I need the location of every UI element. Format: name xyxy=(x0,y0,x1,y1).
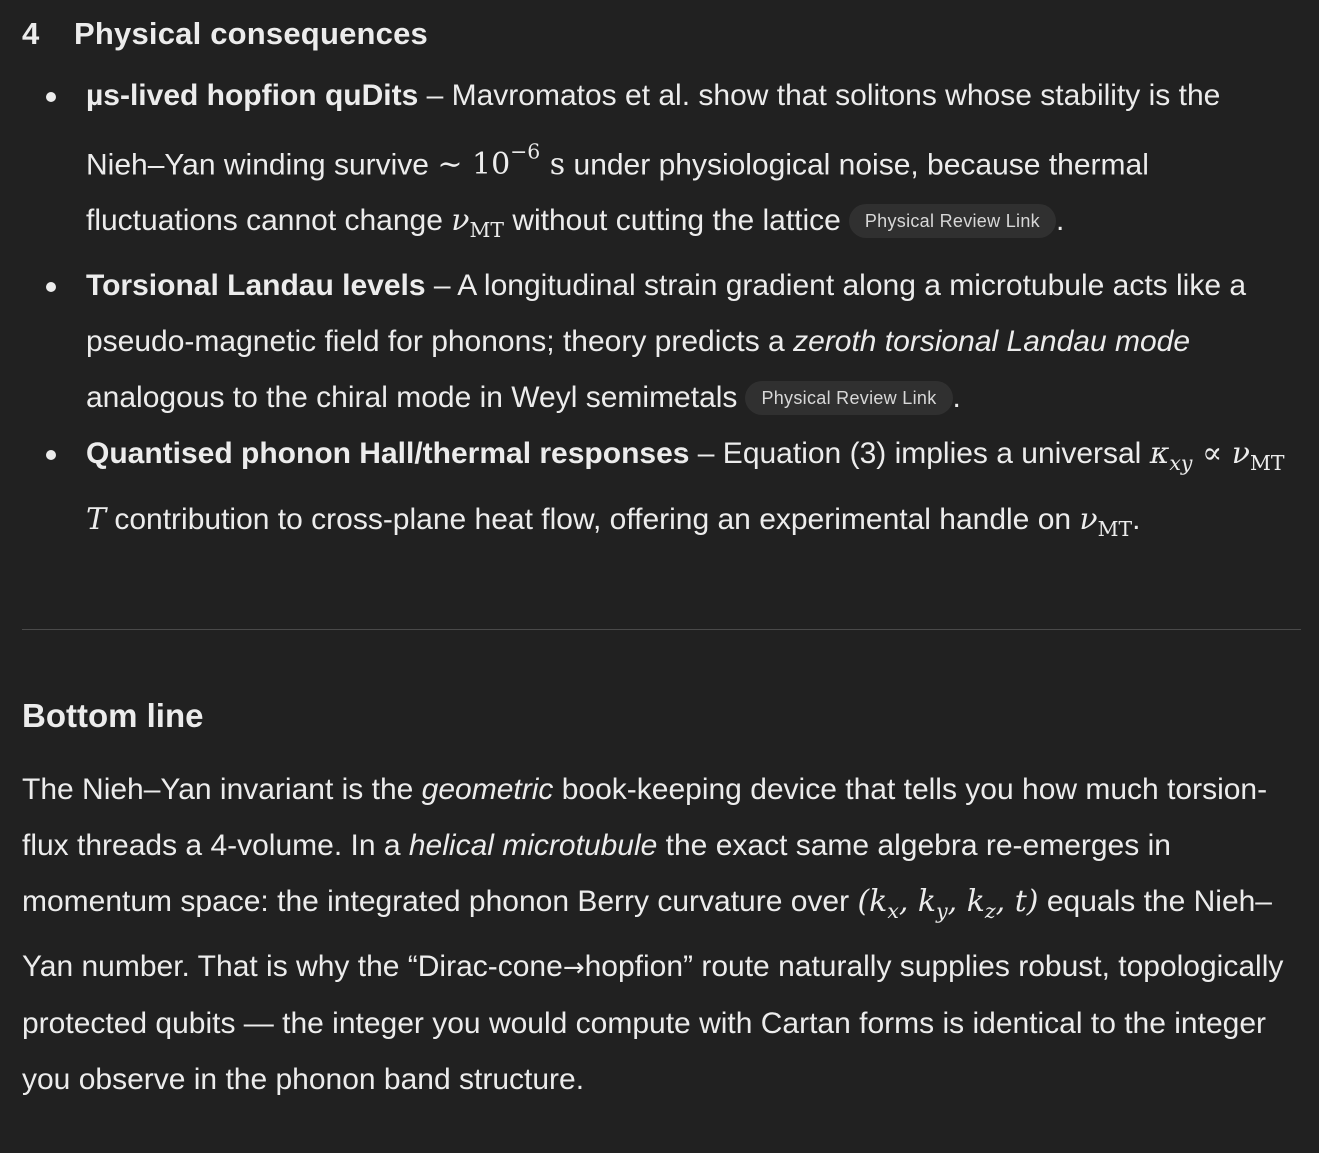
section-title: Physical consequences xyxy=(74,16,428,51)
punctuation: . xyxy=(1132,502,1141,536)
math-subscript: x xyxy=(887,899,899,924)
paragraph-text: book-keeping device that tells you how much torsion-flux threads a 4-volume. In a xyxy=(22,773,1268,862)
math-subscript: MT xyxy=(1250,451,1285,476)
list-item-text: – Mavromatos et al. show that solitons whose stability is the Nieh–Yan winding survive xyxy=(86,79,1221,182)
list-item xyxy=(22,426,1297,556)
arrow-right-icon: → xyxy=(562,953,585,984)
citation-link[interactable]: Physical Review Link xyxy=(745,381,952,415)
math-exponent: −6 xyxy=(510,140,541,164)
math-symbol: T xyxy=(86,501,107,537)
list-item-text: – A longitudinal strain gradient along a microtubule acts like a pseudo-magnetic field for phonons; theory predicts a xyxy=(86,269,1247,359)
bullet-icon xyxy=(46,450,56,460)
math-subscript: xy xyxy=(1169,451,1193,476)
list-item-title: Quantised phonon Hall/thermal responses xyxy=(86,437,690,471)
math-subscript: MT xyxy=(469,218,504,243)
punctuation: . xyxy=(1055,204,1065,238)
section-heading xyxy=(22,0,1297,54)
bullet-icon xyxy=(46,92,56,102)
math-nu-mt xyxy=(1079,501,1133,541)
punctuation: . xyxy=(952,381,961,415)
list-item xyxy=(22,258,1297,426)
math-part: (k xyxy=(857,884,888,919)
math-operator: ∝ xyxy=(1192,436,1232,472)
list-item-text: without cutting the lattice xyxy=(504,204,841,238)
list-item-title: Torsional Landau levels xyxy=(86,269,426,303)
math-symbol: ν xyxy=(1231,436,1251,472)
list-item xyxy=(22,68,1297,258)
math-part: , k xyxy=(947,884,985,919)
math-base: ∼ 10 xyxy=(437,147,511,183)
bottom-line-paragraph xyxy=(22,762,1297,1108)
paragraph-text: equals the Nieh–Yan number. That is why the “Dirac-cone xyxy=(22,885,1272,984)
paragraph-text: the exact same algebra re-emerges in momentum space: the integrated phonon Berry curvature over xyxy=(22,829,1171,918)
list-item-text: – Equation (3) implies a universal xyxy=(689,437,1150,471)
citation-link[interactable]: Physical Review Link xyxy=(849,204,1056,238)
bullet-icon xyxy=(46,282,56,292)
paragraph-text: The Nieh–Yan invariant is the xyxy=(22,773,422,806)
list-item-text: contribution to cross-plane heat flow, offering an experimental handle on xyxy=(106,502,1080,536)
math-subscript: MT xyxy=(1097,516,1133,541)
list-item-title: µs-lived hopfion quDits xyxy=(86,79,419,112)
list-item-text: under physiological noise, because thermal fluctuations cannot change xyxy=(86,148,1149,238)
math-subscript: y xyxy=(936,899,948,924)
math-nu-mt xyxy=(451,203,504,243)
math-symbol: ν xyxy=(1079,501,1098,537)
consequences-list xyxy=(22,68,1297,557)
math-part: , t) xyxy=(995,884,1039,919)
emphasis-text: geometric xyxy=(421,773,554,806)
math-subscript: z xyxy=(984,899,996,924)
bottom-line-heading: Bottom line xyxy=(22,697,204,734)
bottom-line-section xyxy=(22,690,1297,1108)
math-unit: s xyxy=(540,147,566,183)
math-symbol: ν xyxy=(451,203,470,239)
emphasis-text: helical microtubule xyxy=(408,829,658,862)
emphasis-text: zeroth torsional Landau mode xyxy=(793,325,1191,359)
section-divider xyxy=(22,629,1301,630)
section-number: 4 xyxy=(22,16,40,51)
math-expression xyxy=(437,140,566,183)
math-symbol: κ xyxy=(1149,436,1170,472)
list-item-text: analogous to the chiral mode in Weyl semimetals xyxy=(86,381,738,415)
math-part: , k xyxy=(898,884,937,919)
math-momentum-tuple xyxy=(857,884,1039,924)
paragraph-text: hopfion” route naturally supplies robust, topologically protected qubits — the integer you would compute with Cartan forms is identical to the integer you observe in the phonon band structure. xyxy=(22,950,1284,1097)
